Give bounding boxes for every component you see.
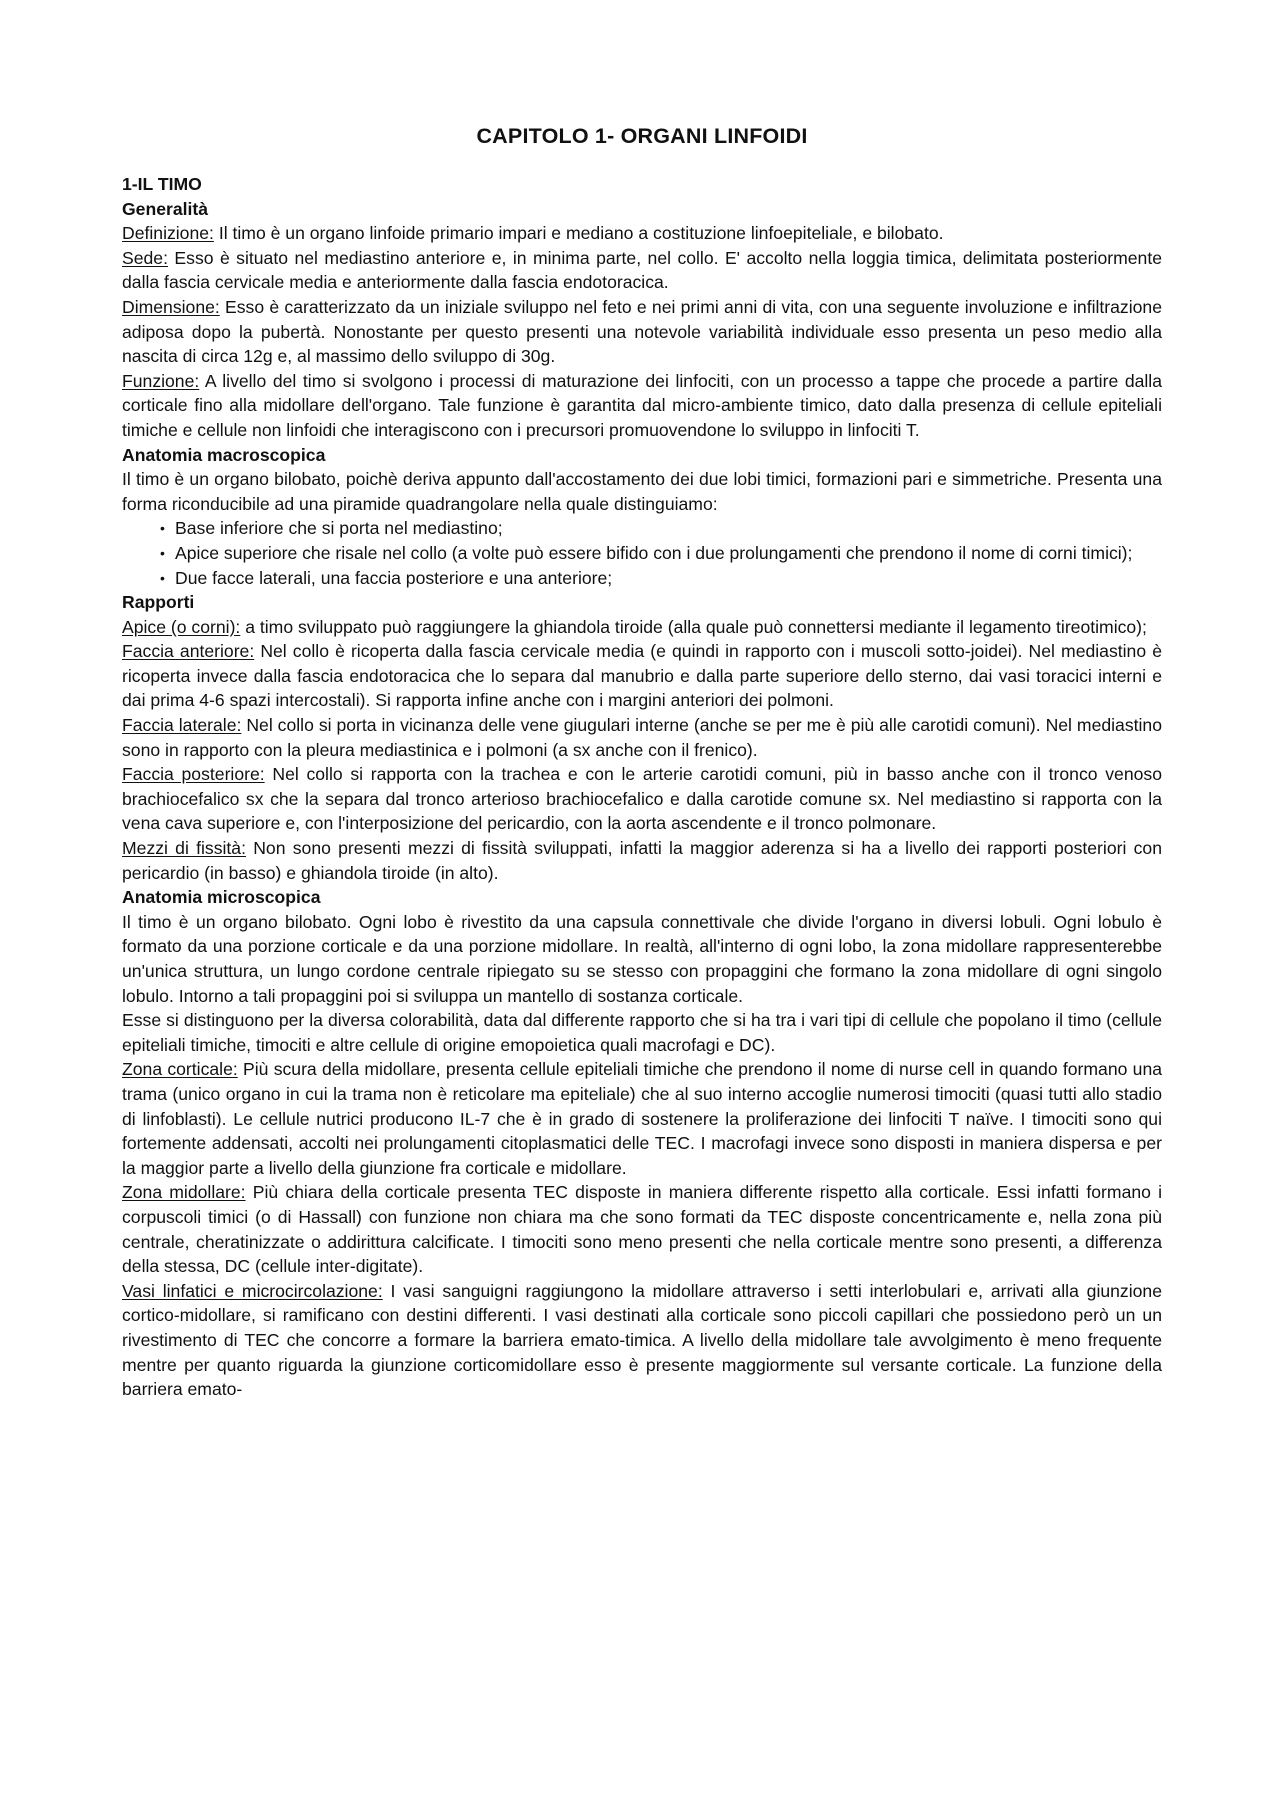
zona-corticale-label: Zona corticale: <box>122 1059 238 1080</box>
pyramid-parts-list <box>122 516 1162 590</box>
bullet-icon: • <box>160 544 165 561</box>
vasi-text: I vasi sanguigni raggiungono la midollare attraverso i setti interlobulari e, arrivati alla giunzione cortico-midollare, si ramificano con destini differenti. I vasi destinati alla corticale sono piccoli capillari che possiedono però un un rivestimento di TEC che concorre a formare la barriera emato-timica. A livello della midollare tale avvolgimento è meno frequente mentre per quanto riguarda la giunzione corticomidollare esso è presente maggiormente sul versante corticale. La funzione della barriera emato- <box>122 1280 1162 1400</box>
definizione-text: Il timo è un organo linfoide primario impari e mediano a costituzione linfoepiteliale, e bilobato. <box>213 223 944 244</box>
sede-text: Esso è situato nel mediastino anteriore e, in minima parte, nel collo. E' accolto nella loggia timica, delimitata posteriormente dalla fascia cervicale media e anteriormente dalla fascia endotoracica. <box>122 247 1162 293</box>
vasi-paragraph <box>122 1279 1162 1402</box>
list-item <box>160 566 1162 591</box>
list-item <box>160 541 1162 566</box>
definizione-label: Definizione: <box>122 223 214 244</box>
zona-midollare-label: Zona midollare: <box>122 1182 246 1203</box>
mezzi-di-fissita-text: Non sono presenti mezzi di fissità sviluppati, infatti la maggior aderenza si ha a livello dei rapporti posteriori con pericardio (in basso) e ghiandola tiroide (in alto). <box>122 838 1162 883</box>
definizione-paragraph <box>122 221 1162 246</box>
sede-label: Sede: <box>122 247 168 268</box>
mezzi-di-fissita-paragraph <box>122 836 1162 885</box>
zona-midollare-paragraph <box>122 1180 1162 1278</box>
list-item-text: Apice superiore che risale nel collo (a volte può essere bifido con i due prolungamenti che prendono il nome di corni timici); <box>175 542 1133 563</box>
list-item-text: Base inferiore che si porta nel mediastino; <box>175 518 503 539</box>
microscopica-paragraph-1: Il timo è un organo bilobato. Ogni lobo è rivestito da una capsula connettivale che divide l'organo in diversi lobuli. Ogni lobulo è formato da una porzione corticale e da una porzione midollare. In realtà, all'interno di ogni lobo, la zona midollare rappresenterebbe un'unica struttura, un lungo cordone centrale ripiegato su se stesso con propaggini che formano la zona midollare di ogni singolo lobulo. Intorno a tali propaggini poi si sviluppa un mantello di sostanza corticale. <box>122 911 1162 1006</box>
faccia-anteriore-paragraph <box>122 639 1162 713</box>
bullet-icon: • <box>160 520 165 537</box>
funzione-text: A livello del timo si svolgono i processi di maturazione dei linfociti, con un processo a tappe che procede a partire dalla corticale fino alla midollare dell'organo. Tale funzione è garantita dal micro-ambiente timico, dato dalla presenza di cellule epiteliali timiche e cellule non linfoidi che interagiscono con i precursori promuovendone lo sviluppo in linfociti T. <box>122 370 1162 440</box>
vasi-label: Vasi linfatici e microcircolazione: <box>122 1280 383 1301</box>
section-heading: 1-IL TIMO <box>122 174 202 194</box>
anatomia-macroscopica-heading: Anatomia macroscopica <box>122 444 326 465</box>
list-item-text: Due facce laterali, una faccia posteriore e una anteriore; <box>175 567 613 588</box>
generalita-heading: Generalità <box>122 198 209 219</box>
zona-corticale-text: Più scura della midollare, presenta cellule epiteliali timiche che prendono il nome di nurse cell in quando formano una trama (unico organo in cui la trama non è reticolare ma epiteliale) che al suo interno accoglie numerosi timociti (quasi tutti allo stadio di linfoblasti). Le cellule nutrici producono IL-7 che è in grado di sostenere la proliferazione dei linfociti T naïve. I timociti sono qui fortemente addensati, accolti nei prolungamenti citoplasmatici delle TEC. I macrofagi invece sono disposti in maniera dispersa e per la maggior parte a livello della giunzione fra corticale e midollare. <box>122 1059 1163 1178</box>
faccia-laterale-text: Nel collo si porta in vicinanza delle vene giugulari interne (anche se per me è più alle carotidi comuni). Nel mediastino sono in rapporto con la pleura mediastinica e i polmoni (a sx anche con il frenico). <box>122 715 1162 760</box>
dimensione-text: Esso è caratterizzato da un iniziale sviluppo nel feto e nei primi anni di vita, con una seguente involuzione e infiltrazione adiposa dopo la pubertà. Nonostante per questo presenti una notevole variabilità individuale esso presenta un peso medio alla nascita di circa 12g e, al massimo dello sviluppo di 30g. <box>122 296 1162 367</box>
bullet-icon: • <box>160 569 165 586</box>
faccia-anteriore-label: Faccia anteriore: <box>122 641 255 662</box>
apice-paragraph <box>122 615 1162 640</box>
apice-label: Apice (o corni): <box>122 616 241 637</box>
faccia-posteriore-label: Faccia posteriore: <box>122 764 265 785</box>
microscopica-paragraph-2: Esse si distinguono per la diversa colorabilità, data dal differente rapporto che si ha tra i vari tipi di cellule che popolano il timo (cellule epiteliali timiche, timociti e altre cellule di origine emopoietica quali macrofagi e DC). <box>122 1010 1162 1055</box>
faccia-posteriore-text: Nel collo si rapporta con la trachea e con le arterie carotidi comuni, più in basso anche con il tronco venoso brachiocefalico sx che la separa dal tronco arterioso brachiocefalico e dalla carotide comune sx. Nel mediastino si rapporta con la vena cava superiore e, con l'interposizione del pericardio, con la aorta ascendente e il tronco polmonare. <box>122 764 1162 834</box>
document-content <box>122 122 1162 1402</box>
faccia-posteriore-paragraph <box>122 762 1162 836</box>
chapter-title: CAPITOLO 1- ORGANI LINFOIDI <box>476 124 808 148</box>
rapporti-heading: Rapporti <box>122 592 195 613</box>
faccia-laterale-label: Faccia laterale: <box>122 715 242 736</box>
apice-text: a timo sviluppato può raggiungere la ghiandola tiroide (alla quale può connettersi mediante il legamento tireotimico); <box>240 616 1147 637</box>
list-item <box>160 516 1162 541</box>
dimensione-label: Dimensione: <box>122 296 220 317</box>
faccia-laterale-paragraph <box>122 713 1162 762</box>
mezzi-di-fissita-label: Mezzi di fissità: <box>122 838 246 859</box>
funzione-paragraph <box>122 369 1162 443</box>
dimensione-paragraph <box>122 295 1162 369</box>
sede-paragraph <box>122 246 1162 295</box>
zona-midollare-text: Più chiara della corticale presenta TEC disposte in maniera differente rispetto alla corticale. Essi infatti formano i corpuscoli timici (o di Hassall) con funzione non chiara ma che sono formati da TEC disposte concentricamente e, nella zona più centrale, cheratinizzate o addirittura calcificate. I timociti sono meno presenti che nella corticale mentre sono presenti, a differenza della stessa, DC (cellule inter-digitate). <box>122 1182 1163 1277</box>
anatomia-macroscopica-intro: Il timo è un organo bilobato, poichè deriva appunto dall'accostamento dei due lobi timici, formazioni pari e simmetriche. Presenta una forma riconducibile ad una piramide quadrangolare nella quale distinguiamo: <box>122 469 1162 514</box>
zona-corticale-paragraph <box>122 1057 1162 1180</box>
faccia-anteriore-text: Nel collo è ricoperta dalla fascia cervicale media (e quindi in rapporto con i muscoli sotto-joidei). Nel mediastino è ricoperta invece dalla fascia endotoracica che lo separa dal manubrio e dalla parte superiore dello sterno, dai vasi toracici interni e dai prima 4-6 spazi intercostali). Si rapporta infine anche con i margini anteriori dei polmoni. <box>122 641 1162 711</box>
anatomia-microscopica-heading: Anatomia microscopica <box>122 887 321 908</box>
funzione-label: Funzione: <box>122 370 200 391</box>
